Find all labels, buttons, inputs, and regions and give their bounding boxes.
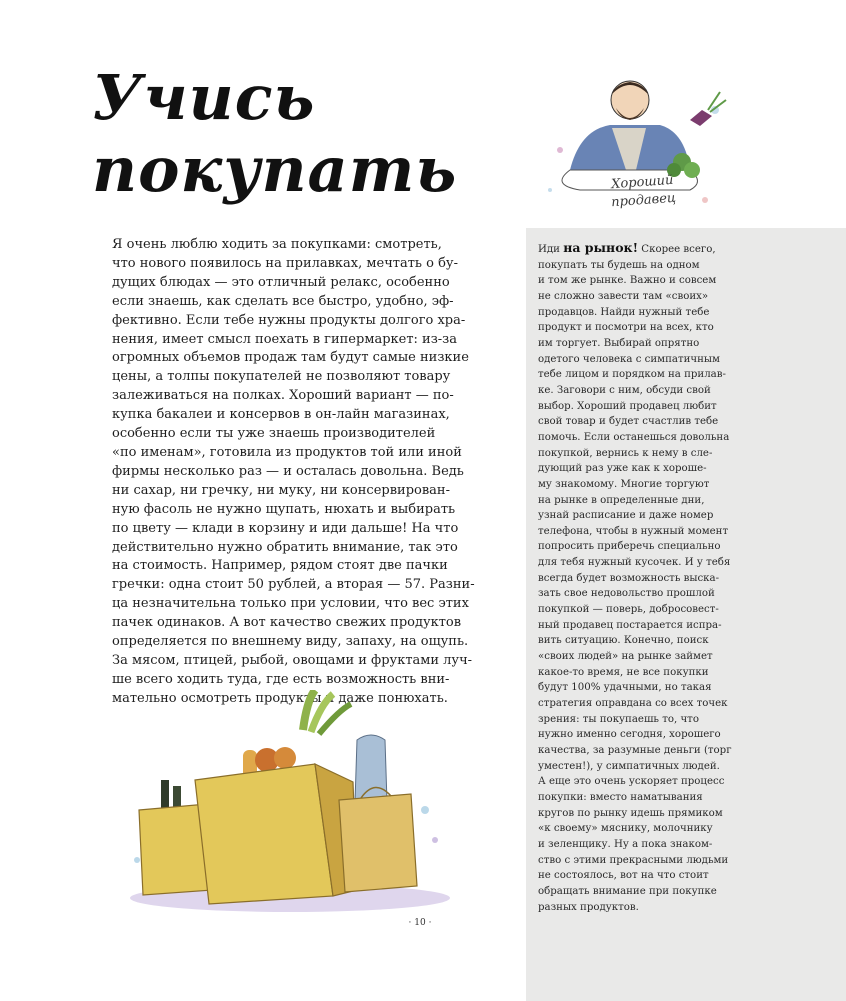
main-line: ную фасоль не нужно щупать, нюхать и выбирать [112, 501, 456, 517]
sidebar-line: и том же рынке. Важно и совсем [538, 275, 717, 287]
main-line: определяется по внешнему виду, запаху, на ощупь. [112, 634, 469, 650]
sidebar-line: тебе лицом и порядком на прилав- [538, 369, 726, 381]
sidebar-line: му знакомому. Многие торгуют [538, 478, 710, 490]
sidebar-line: дующий раз уже как к хороше- [538, 463, 707, 475]
main-line: ше всего ходить туда, где есть возможность вни- [112, 671, 450, 687]
sidebar-line: продукт и посмотри на всех, кто [538, 322, 714, 334]
sidebar-line: и зеленщику. Ну а пока знаком- [538, 838, 713, 850]
vendor-caption-line-1: Хороший [610, 172, 674, 193]
main-line: купка бакалеи и консервов в он-лайн магазинах, [112, 407, 450, 423]
main-article-text [112, 236, 512, 709]
sidebar-line: ке. Заговори с ним, обсуди свой [538, 384, 711, 396]
market-vendor-illustration [540, 70, 740, 230]
sidebar-line: на рынке в определенные дни, [538, 494, 705, 506]
sidebar-line: кругов по рынку идешь прямиком [538, 807, 723, 819]
sidebar-line: какое-то время, не все покупки [538, 666, 709, 678]
main-line: дущих блюдах — это отличный релакс, особенно [112, 274, 450, 290]
sidebar-line: помочь. Если останешься довольна [538, 431, 730, 443]
sidebar-line: зать свое недовольство прошлой [538, 588, 715, 600]
sidebar-line: разных продуктов. [538, 901, 639, 913]
title-line-1: Учись [92, 61, 316, 134]
main-line: ни сахар, ни гречку, ни муку, ни консервирован- [112, 482, 450, 498]
main-line: особенно если ты уже знаешь производителей [112, 426, 436, 442]
sidebar-line: «к своему» мяснику, молочнику [538, 823, 713, 835]
sidebar-line: покупать ты будешь на одном [538, 259, 700, 271]
vendor-caption-line-2: продавец [610, 190, 677, 211]
main-line: За мясом, птицей, рыбой, овощами и фруктами луч- [112, 652, 473, 668]
main-line: ца незначительна только при условии, что вес этих [112, 596, 469, 612]
sidebar-line: не состоялось, вот на что стоит [538, 870, 709, 882]
sidebar-line: не сложно завести там «своих» [538, 290, 709, 302]
sidebar-first-line [538, 240, 738, 258]
main-line: действительно нужно обратить внимание, так это [112, 539, 458, 555]
grocery-bags-illustration [125, 690, 455, 915]
sidebar-lead-prefix: Иди [538, 244, 564, 255]
sidebar-line: для тебя нужный кусочек. И у тебя [538, 557, 731, 569]
sidebar-text [538, 240, 738, 915]
sidebar-line: стратегия оправдана со всех точек [538, 698, 728, 710]
sidebar-line: нужно именно сегодня, хорошего [538, 729, 721, 741]
sidebar-line: ство с этими прекрасными людьми [538, 854, 729, 866]
main-line: «по именам», готовила из продуктов той или иной [112, 444, 462, 460]
main-line: пачек одинаков. А вот качество свежих продуктов [112, 615, 462, 631]
sidebar-line: попросить приберечь специально [538, 541, 721, 553]
sidebar-line: уместен!), у симпатичных людей. [538, 760, 720, 772]
sidebar-line: одетого человека с симпатичным [538, 353, 720, 365]
sidebar-line: покупкой — поверь, добросовест- [538, 604, 719, 616]
main-line: если знаешь, как сделать все быстро, удобно, эф- [112, 293, 454, 309]
main-line: залеживаться на полках. Хороший вариант — по- [112, 388, 454, 404]
page-title [92, 62, 492, 206]
sidebar-line: им торгует. Выбирай опрятно [538, 337, 700, 349]
main-line: цены, а толпы покупателей не позволяют товару [112, 369, 451, 385]
main-line: фективно. Если тебе нужны продукты долгого хра- [112, 312, 466, 328]
sidebar-line: узнай расписание и даже номер [538, 510, 714, 522]
sidebar-line: А еще это очень ускоряет процесс [538, 776, 725, 788]
sidebar-line: обращать внимание при покупке [538, 885, 717, 897]
main-line: на стоимость. Например, рядом стоят две пачки [112, 558, 448, 574]
main-line: что нового появилось на прилавках, мечтать о бу- [112, 255, 458, 271]
sidebar-line: всегда будет возможность выска- [538, 572, 720, 584]
bags-drawing [125, 690, 455, 915]
sidebar-line: вить ситуацию. Конечно, поиск [538, 635, 709, 647]
sidebar-line: свой товар и будет счастлив тебе [538, 416, 719, 428]
sidebar-line: покупкой, вернись к нему в сле- [538, 447, 713, 459]
main-line: мательно осмотреть продукты и даже понюхать. [112, 690, 448, 706]
sidebar-lead-strong: на рынок! [563, 240, 639, 255]
main-line: огромных объемов продаж там будут самые низкие [112, 350, 469, 366]
sidebar-line: телефона, чтобы в нужный момент [538, 525, 729, 537]
sidebar-line: ный продавец постарается испра- [538, 619, 722, 631]
sidebar-line: будут 100% удачными, но такая [538, 682, 712, 694]
main-line: фирмы несколько раз — и осталась довольна. Ведь [112, 463, 464, 479]
sidebar-line: зрения: ты покупаешь то, что [538, 713, 699, 725]
sidebar-line: покупки: вместо наматывания [538, 791, 703, 803]
sidebar-first-line-rest: Скорее всего, [638, 244, 716, 255]
sidebar-line: качества, за разумные деньги (торг [538, 745, 732, 756]
main-line: нения, имеет смысл поехать в гипермаркет: из-за [112, 331, 458, 347]
sidebar-line: выбор. Хороший продавец любит [538, 400, 717, 412]
main-line: Я очень люблю ходить за покупками: смотреть, [112, 237, 442, 252]
main-line: по цвету — клади в корзину и иди дальше! На что [112, 520, 459, 536]
main-line: гречки: одна стоит 50 рублей, а вторая — 57. Разни- [112, 577, 475, 593]
title-line-2: покупать [92, 133, 458, 206]
sidebar-line: продавцов. Найди нужный тебе [538, 306, 710, 318]
page-number: · 10 · [408, 918, 432, 928]
sidebar-line: «своих людей» на рынке займет [538, 651, 713, 663]
